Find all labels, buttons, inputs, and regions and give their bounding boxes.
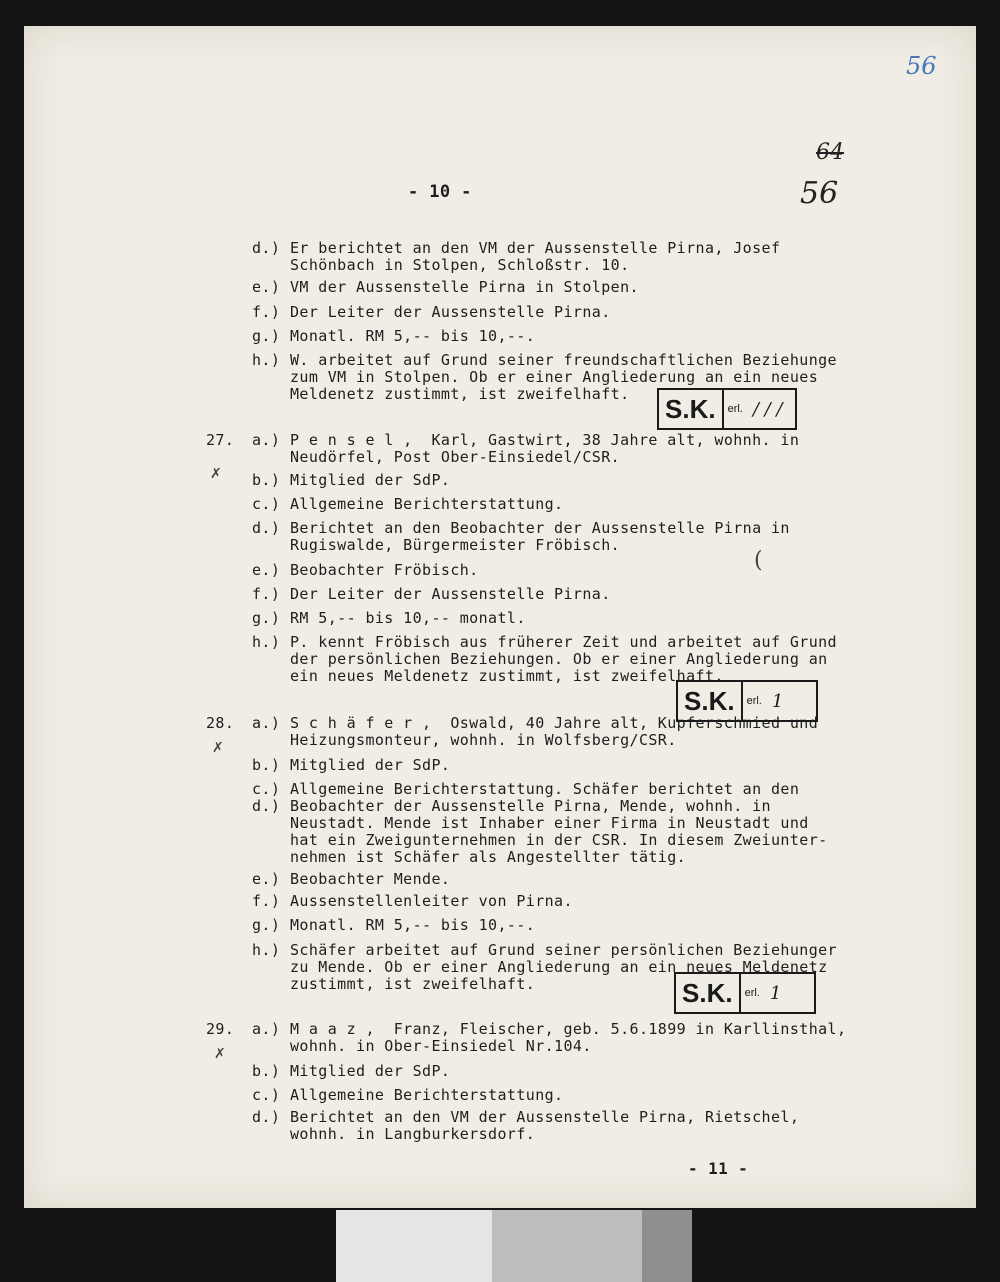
text-line: Berichtet an den Beobachter der Aussenstelle Pirna in [290, 519, 790, 537]
text-line: Heizungsmonteur, wohnh. in Wolfsberg/CSR. [290, 731, 677, 749]
item-label: h.) [252, 633, 281, 651]
sk-stamp-label: S.K. [659, 390, 724, 428]
text-line: Mitglied der SdP. [290, 471, 451, 489]
text-line: Beobachter Fröbisch. [290, 561, 479, 579]
item-label: g.) [252, 916, 281, 934]
entry-number: 27. [206, 431, 235, 449]
text-line: nehmen ist Schäfer als Angestellter tätig. [290, 848, 687, 866]
text-line: Der Leiter der Aussenstelle Pirna. [290, 303, 611, 321]
text-line: Mitglied der SdP. [290, 756, 451, 774]
text-line: Er berichtet an den VM der Aussenstelle Pirna, Josef [290, 239, 781, 257]
calibration-strip-gray [492, 1210, 642, 1282]
text-line: Schönbach in Stolpen, Schloßstr. 10. [290, 256, 630, 274]
sk-stamp-erl: erl. 1 [744, 982, 782, 1004]
text-line: Monatl. RM 5,-- bis 10,--. [290, 327, 536, 345]
text-line: Beobachter Mende. [290, 870, 451, 888]
text-line: Berichtet an den VM der Aussenstelle Pirna, Rietschel, [290, 1108, 800, 1126]
page-number: - 10 - [408, 182, 472, 202]
text-line: Neustadt. Mende ist Inhaber einer Firma in Neustadt und [290, 814, 809, 832]
item-label: c.) [252, 495, 281, 513]
item-label: d.) [252, 1108, 281, 1126]
text-line: zum VM in Stolpen. Ob er einer Angliederung an ein neues [290, 368, 819, 386]
text-line: der persönlichen Beziehungen. Ob er einer Angliederung an [290, 650, 828, 668]
sk-stamp-erl: erl. 1 [746, 690, 784, 712]
text-line: Schäfer arbeitet auf Grund seiner persönlichen Beziehunger [290, 941, 837, 959]
next-page-number: - 11 - [688, 1159, 749, 1178]
entry-number: 29. [206, 1020, 235, 1038]
text-line: Allgemeine Berichterstattung. [290, 1086, 564, 1104]
item-label: a.) [252, 714, 281, 732]
text-line: zustimmt, ist zweifelhaft. [290, 975, 536, 993]
item-label: c.) d.) [252, 780, 281, 815]
sk-stamp-label: S.K. [676, 974, 741, 1012]
sk-stamp [674, 972, 816, 1014]
calibration-strip-white [336, 1210, 492, 1282]
text-line: P e n s e l , Karl, Gastwirt, 38 Jahre alt, wohnh. in [290, 431, 800, 449]
folio-number-new: 56 [800, 176, 839, 211]
item-label: f.) [252, 892, 281, 910]
item-label: d.) [252, 239, 281, 257]
item-label: e.) [252, 278, 281, 296]
calibration-strip-dark-gray [642, 1210, 692, 1282]
item-label: h.) [252, 351, 281, 369]
text-line: RM 5,-- bis 10,-- monatl. [290, 609, 526, 627]
text-line: Aussenstellenleiter von Pirna. [290, 892, 573, 910]
text-line: VM der Aussenstelle Pirna in Stolpen. [290, 278, 639, 296]
item-label: b.) [252, 1062, 281, 1080]
text-line: Der Leiter der Aussenstelle Pirna. [290, 585, 611, 603]
sk-stamp-label: S.K. [678, 682, 743, 720]
item-label: g.) [252, 609, 281, 627]
folio-number-top: 56 [906, 52, 937, 80]
text-line: Allgemeine Berichterstattung. Schäfer berichtet an den [290, 780, 800, 798]
text-line: Rugiswalde, Bürgermeister Fröbisch. [290, 536, 621, 554]
text-line: P. kennt Fröbisch aus früherer Zeit und arbeitet auf Grund [290, 633, 837, 651]
text-line: Beobachter der Aussenstelle Pirna, Mende, wohnh. in [290, 797, 771, 815]
text-line: Allgemeine Berichterstattung. [290, 495, 564, 513]
item-label: b.) [252, 471, 281, 489]
text-line: hat ein Zweigunternehmen in der CSR. In diesem Zweiunter- [290, 831, 828, 849]
text-line: Meldenetz zustimmt, ist zweifelhaft. [290, 385, 630, 403]
folio-number-old: 64 [816, 140, 844, 165]
item-label: g.) [252, 327, 281, 345]
text-line: S c h ä f e r , Oswald, 40 Jahre alt, Kupferschmied und [290, 714, 819, 732]
item-label: f.) [252, 585, 281, 603]
text-line: wohnh. in Langburkersdorf. [290, 1125, 536, 1143]
text-line: ein neues Meldenetz zustimmt, ist zweifelhaft. [290, 667, 724, 685]
item-label: e.) [252, 870, 281, 888]
text-line: zu Mende. Ob er einer Angliederung an ein neues Meldenetz [290, 958, 828, 976]
pencil-x-mark: ✗ [214, 1046, 226, 1062]
sk-stamp [657, 388, 797, 430]
pencil-x-mark: ✗ [212, 740, 224, 756]
item-label: e.) [252, 561, 281, 579]
pencil-x-mark: ✗ [210, 466, 222, 482]
text-line: Monatl. RM 5,-- bis 10,--. [290, 916, 536, 934]
text-line: Neudörfel, Post Ober-Einsiedel/CSR. [290, 448, 621, 466]
text-line: Mitglied der SdP. [290, 1062, 451, 1080]
item-label: b.) [252, 756, 281, 774]
pencil-mark: ( [754, 548, 763, 573]
text-line: wohnh. in Ober-Einsiedel Nr.104. [290, 1037, 592, 1055]
item-label: f.) [252, 303, 281, 321]
item-label: d.) [252, 519, 281, 537]
text-line: M a a z , Franz, Fleischer, geb. 5.6.1899 in Karllinsthal, [290, 1020, 847, 1038]
item-label: c.) [252, 1086, 281, 1104]
text-line: W. arbeitet auf Grund seiner freundschaftlichen Beziehunge [290, 351, 837, 369]
entry-number: 28. [206, 714, 235, 732]
item-label: a.) [252, 1020, 281, 1038]
item-label: h.) [252, 941, 281, 959]
sk-stamp [676, 680, 818, 722]
item-label: a.) [252, 431, 281, 449]
sk-stamp-erl: erl. / / / [727, 398, 783, 420]
